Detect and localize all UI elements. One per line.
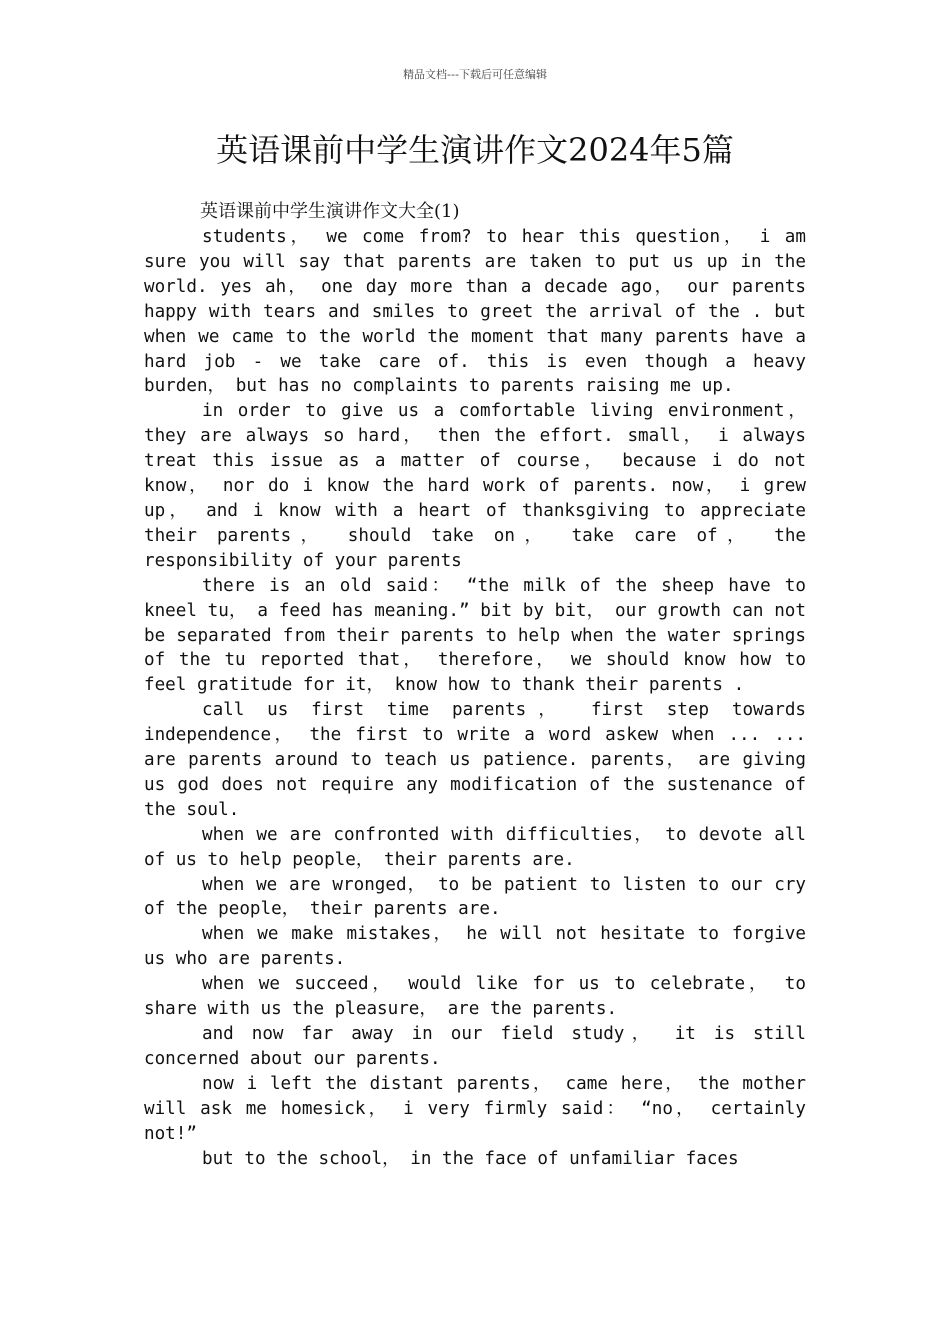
paragraph-7: when we make mistakes， he will not hesitate to forgive us who are parents. (144, 924, 806, 970)
paragraph-3: there is an old said： “the milk of the sheep have to kneel tu， a feed has meaning.” bit by bit， our growth can not be separated from their parents to help when the water springs of the tu reported that， therefore， we should know how to feel gratitude for it， know how to thank their parents . (144, 575, 806, 696)
document-title: 英语课前中学生演讲作文2024年5篇 (216, 131, 734, 169)
paragraph-10: now i left the distant parents， came here， the mother will ask me homesick， i very firmly said： “no， certainly not!” (144, 1073, 806, 1144)
paragraph-2: in order to give us a comfortable living environment， they are always so hard， then the effort. small， i always treat this issue as a matter of course， because i do not know， nor do i know the hard work of parents. now， i grew up， and i know with a heart of thanksgiving to appreciate their parents， should take on， take care of， the responsibility of your parents (144, 401, 806, 571)
document-body (144, 225, 806, 1171)
paragraph-1: students， we come from? to hear this question， i am sure you will say that parents are taken to put us up in the world. yes ah， one day more than a decade ago， our parents happy with tears and smiles to greet the arrival of the . but when we came to the world the moment that many parents have a hard job - we take care of. this is even though a heavy burden， but has no complaints to parents raising me up. (144, 227, 806, 397)
paragraph-6: when we are wronged， to be patient to listen to our cry of the people， their parents are. (144, 874, 806, 920)
paragraph-8: when we succeed， would like for us to celebrate， to share with us the pleasure， are the parents. (144, 974, 806, 1020)
paragraph-9: and now far away in our field study， it is still concerned about our parents. (144, 1024, 806, 1069)
paragraph-11: but to the school， in the face of unfamiliar faces (202, 1148, 739, 1169)
document-subtitle: 英语课前中学生演讲作文大全(1) (200, 201, 460, 222)
paragraph-5: when we are confronted with difficulties， to devote all of us to help people， their parents are. (144, 824, 806, 870)
paragraph-4: call us first time parents， first step towards independence， the first to write a word askew when ... ... are parents around to teach us patience. parents， are giving us god does not require any modification of the sustenance of the soul. (144, 700, 806, 820)
header-note: 精品文档---下载后可任意编辑 (403, 68, 547, 81)
